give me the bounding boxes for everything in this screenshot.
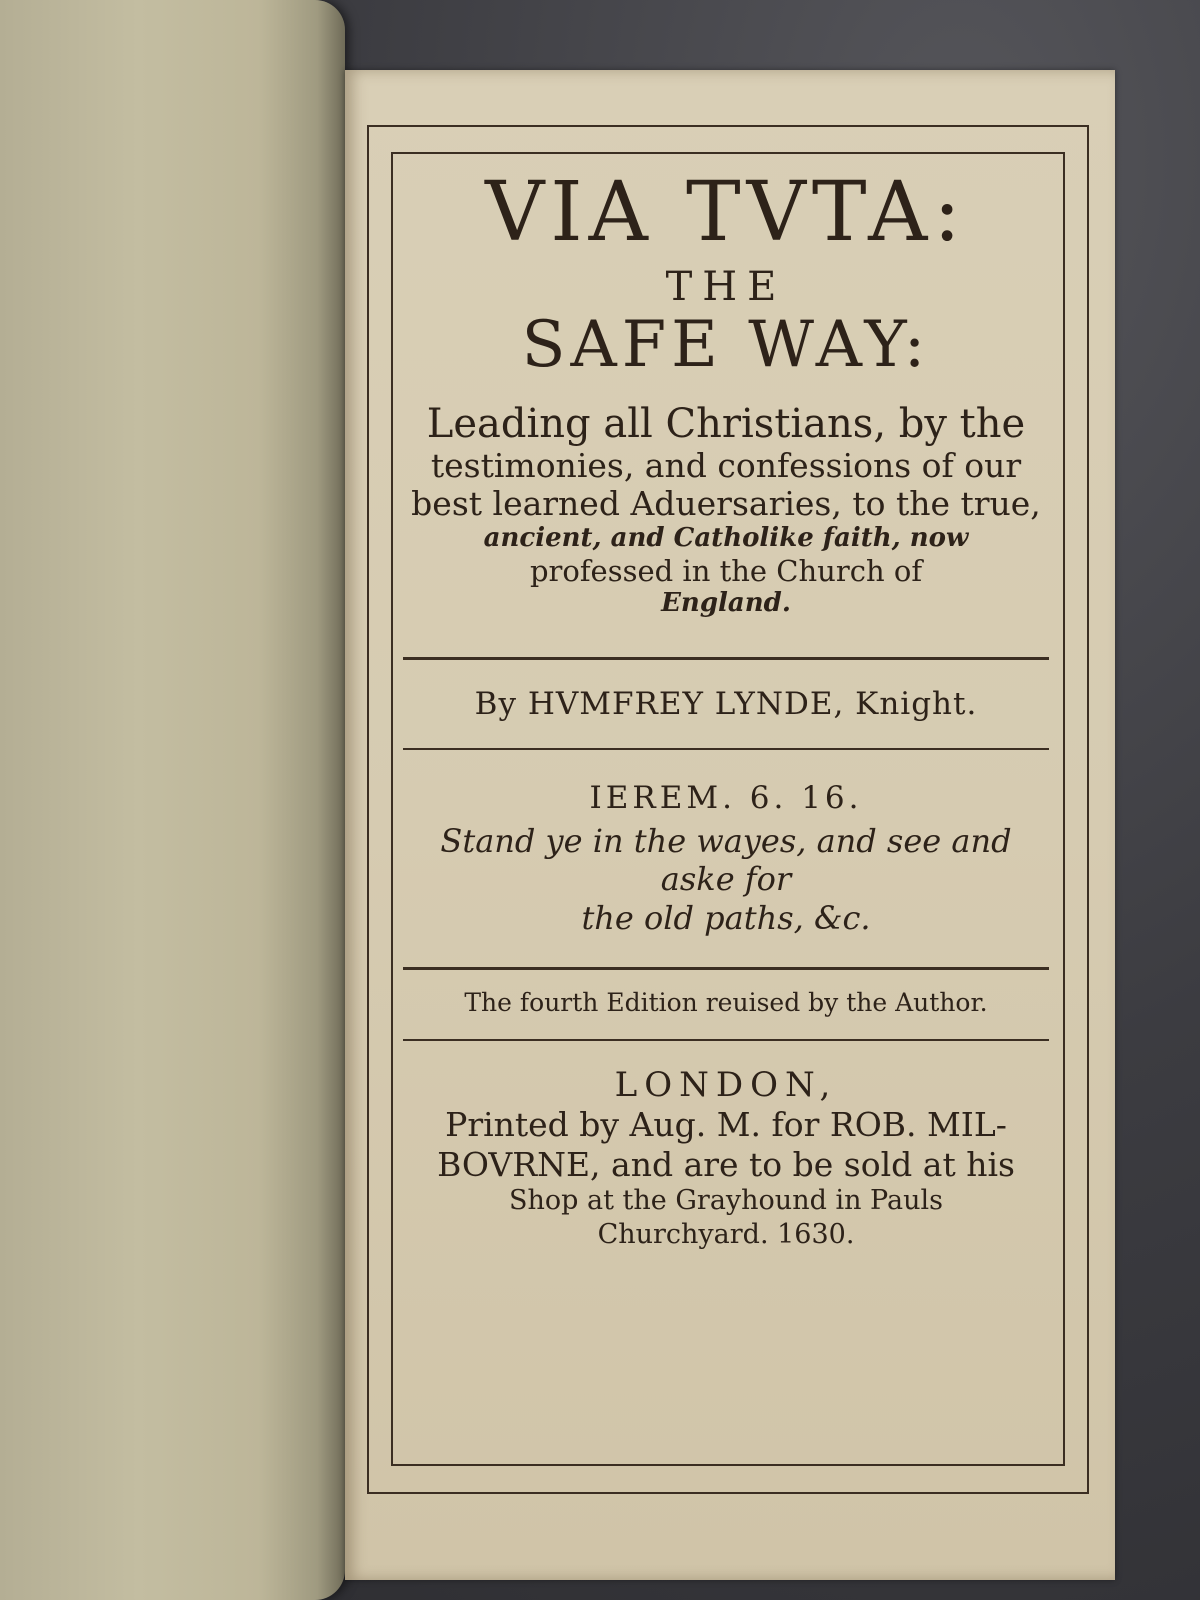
subtitle-line-3: best learned Aduersaries, to the true, (411, 483, 1041, 523)
imprint-line-3: BOVRNE, and are to be sold at his (437, 1144, 1015, 1184)
title-line-1: VIA TVTA: (485, 165, 967, 260)
subtitle-line-4: ancient, and Catholike faith, now (483, 522, 969, 553)
imprint-city: LONDON, (614, 1065, 838, 1106)
divider (403, 1039, 1049, 1041)
edition-line: The fourth Edition reuised by the Author. (464, 988, 988, 1018)
subtitle-line-5: professed in the Church of (529, 553, 923, 588)
author-line: By HVMFREY LYNDE, Knight. (474, 686, 978, 723)
verse-line-2: the old paths, &c. (581, 898, 871, 937)
imprint-date: Churchyard. 1630. (597, 1219, 855, 1251)
verse-reference: IEREM. 6. 16. (589, 780, 863, 817)
title-line-2: THE (665, 264, 787, 311)
subtitle-line-6: England. (661, 587, 791, 618)
imprint-line-4: Shop at the Grayhound in Pauls (509, 1185, 943, 1217)
subtitle-line-2: testimonies, and confessions of our (430, 446, 1022, 486)
verse-line-1: Stand ye in the wayes, and see and aske for (440, 822, 1012, 899)
left-blank-leaf (0, 0, 345, 1600)
subtitle-line-1: Leading all Christians, by the (426, 401, 1026, 448)
imprint-line-2: Printed by Aug. M. for ROB. MIL- (445, 1105, 1007, 1145)
verse-text (391, 816, 1061, 967)
title-line-3: SAFE WAY: (521, 308, 931, 383)
title-page (345, 70, 1115, 1580)
divider (403, 748, 1049, 750)
title-page-content (391, 152, 1061, 1252)
